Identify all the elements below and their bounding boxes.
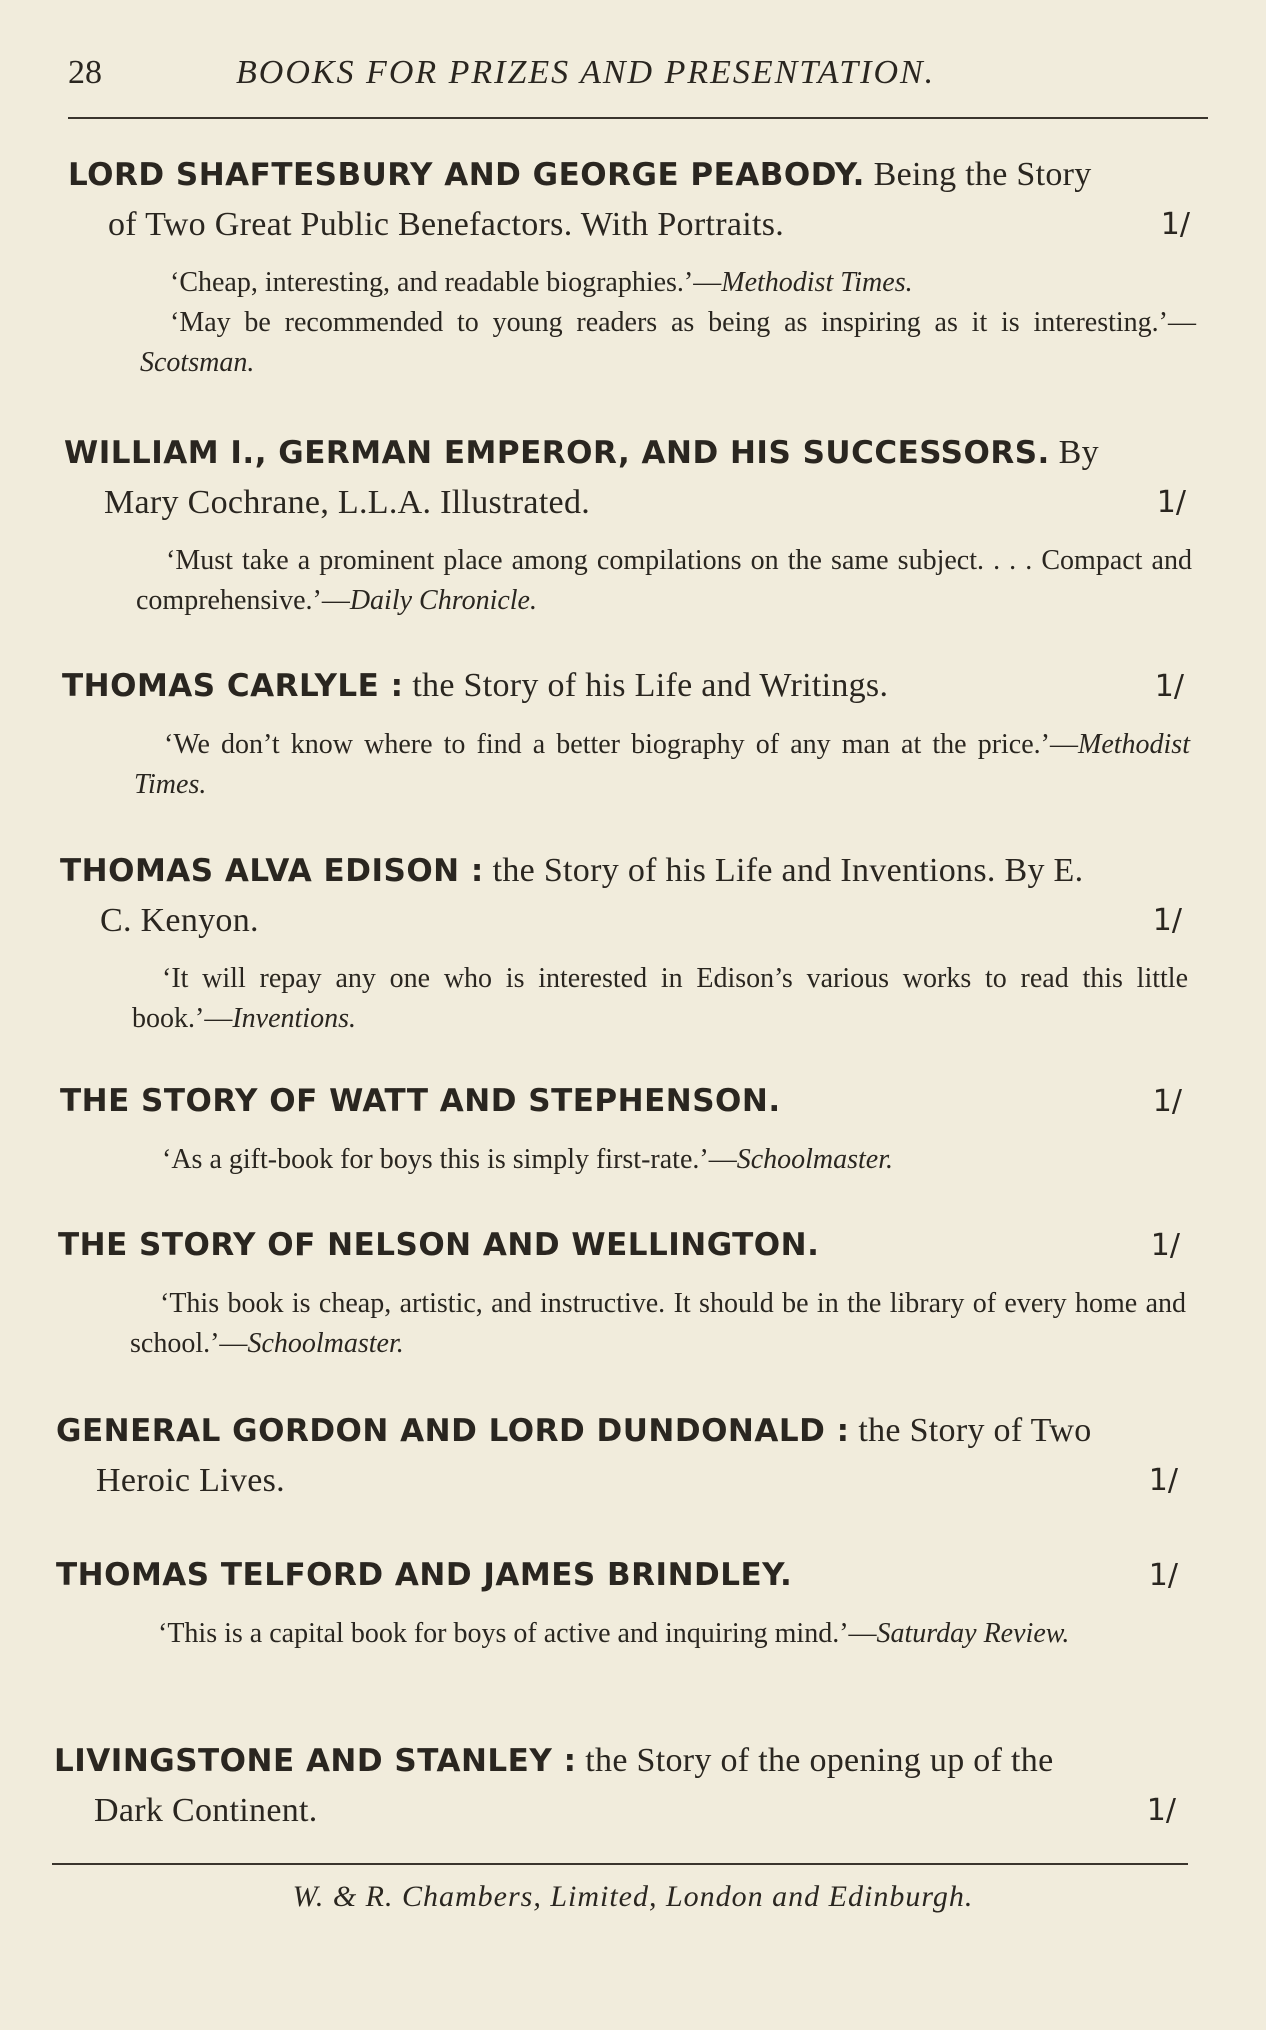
book-entry [56, 1406, 1196, 1505]
book-entry [58, 1220, 1198, 1364]
book-entry [60, 846, 1200, 1039]
book-title-line [60, 846, 1200, 945]
book-title-line [56, 1406, 1196, 1505]
book-entry [54, 1736, 1194, 1835]
review-source: Schoolmaster. [247, 1328, 404, 1359]
book-title-line [64, 428, 1204, 527]
review-text: ‘As a gift-book for boys this is simply first-rate.’— [162, 1144, 737, 1175]
review-text: ‘May be recommended to young readers as being as inspiring as it is interesting.’— [170, 307, 1196, 338]
book-title: GENERAL GORDON AND LORD DUNDONALD : [56, 1413, 850, 1449]
review-quote [68, 263, 1208, 383]
review-text: ‘This book is cheap, artistic, and instructive. It should be in the library of every home and school.’— [130, 1288, 1186, 1359]
page-header [68, 52, 1208, 96]
book-title: LIVINGSTONE AND STANLEY : [54, 1743, 577, 1779]
review-source: Inventions. [232, 1003, 356, 1034]
book-entry [62, 661, 1202, 805]
book-description: the Story of his Life and Inventions. By E. C. Kenyon. [100, 852, 1084, 939]
book-price: 1/ [1146, 1793, 1176, 1828]
book-title: THOMAS TELFORD AND JAMES BRINDLEY. [56, 1557, 793, 1593]
book-title: THE STORY OF NELSON AND WELLINGTON. [58, 1227, 820, 1263]
book-description: the Story of Two Heroic Lives. [96, 1412, 1092, 1499]
review-quote [64, 541, 1204, 621]
review-text: ‘We don’t know where to find a better biography of any man at the price.’— [164, 729, 1078, 760]
review-source: Saturday Review. [876, 1618, 1070, 1649]
book-title-line [58, 1220, 1198, 1270]
book-entry [68, 150, 1208, 383]
book-price: 1/ [1150, 1228, 1180, 1263]
publisher-imprint: W. & R. Chambers, Limited, London and Edinburgh. [292, 1880, 974, 1913]
review-text: ‘It will repay any one who is interested in Edison’s various works to read this little book.’— [132, 963, 1188, 1034]
review-source: Scotsman. [140, 347, 255, 378]
review-source: Methodist Times. [721, 267, 913, 298]
review-text: ‘Cheap, interesting, and readable biographies.’— [170, 267, 722, 298]
book-title: THE STORY OF WATT AND STEPHENSON. [60, 1083, 781, 1119]
review-text: ‘Must take a prominent place among compilations on the same subject. . . . Compact and comprehensive.’— [136, 545, 1192, 616]
book-price: 1/ [1160, 207, 1190, 242]
book-price: 1/ [1148, 1463, 1178, 1498]
book-description: the Story of the opening up of the Dark Continent. [94, 1742, 1054, 1829]
page-number: 28 [68, 54, 102, 91]
book-price: 1/ [1156, 485, 1186, 520]
book-price: 1/ [1152, 903, 1182, 938]
review-quote [60, 959, 1200, 1039]
book-title: LORD SHAFTESBURY AND GEORGE PEABODY. [68, 157, 865, 193]
book-title-line [68, 150, 1208, 249]
book-description: Being the Story of Two Great Public Benefactors. With Portraits. [108, 156, 1092, 243]
header-rule [68, 117, 1208, 119]
review-source: Methodist Times. [134, 729, 1190, 800]
book-price: 1/ [1152, 1084, 1182, 1119]
book-title: THOMAS CARLYLE : [62, 668, 404, 704]
book-entry [56, 1550, 1196, 1654]
review-quote [58, 1284, 1198, 1364]
review-quote [62, 725, 1202, 805]
running-head: BOOKS FOR PRIZES AND PRESENTATION. [236, 54, 936, 91]
review-text: ‘This is a capital book for boys of active and inquiring mind.’— [158, 1618, 877, 1649]
book-title-line [62, 661, 1202, 711]
book-title-line [60, 1076, 1200, 1126]
review-source: Daily Chronicle. [349, 585, 537, 616]
book-title-line [54, 1736, 1194, 1835]
review-quote [60, 1140, 1200, 1180]
book-entry [64, 428, 1204, 621]
book-title: THOMAS ALVA EDISON : [60, 853, 484, 889]
book-description: the Story of his Life and Writings. [403, 667, 889, 704]
book-price: 1/ [1154, 669, 1184, 704]
review-quote [56, 1614, 1196, 1654]
book-title: WILLIAM I., GERMAN EMPEROR, AND HIS SUCCESSORS. [64, 435, 1050, 471]
footer-rule [52, 1863, 1188, 1865]
book-entry [60, 1076, 1200, 1180]
book-title-line [56, 1550, 1196, 1600]
book-description: By Mary Cochrane, L.L.A. Illustrated. [104, 434, 1099, 521]
review-source: Schoolmaster. [736, 1144, 894, 1175]
book-price: 1/ [1148, 1558, 1178, 1593]
